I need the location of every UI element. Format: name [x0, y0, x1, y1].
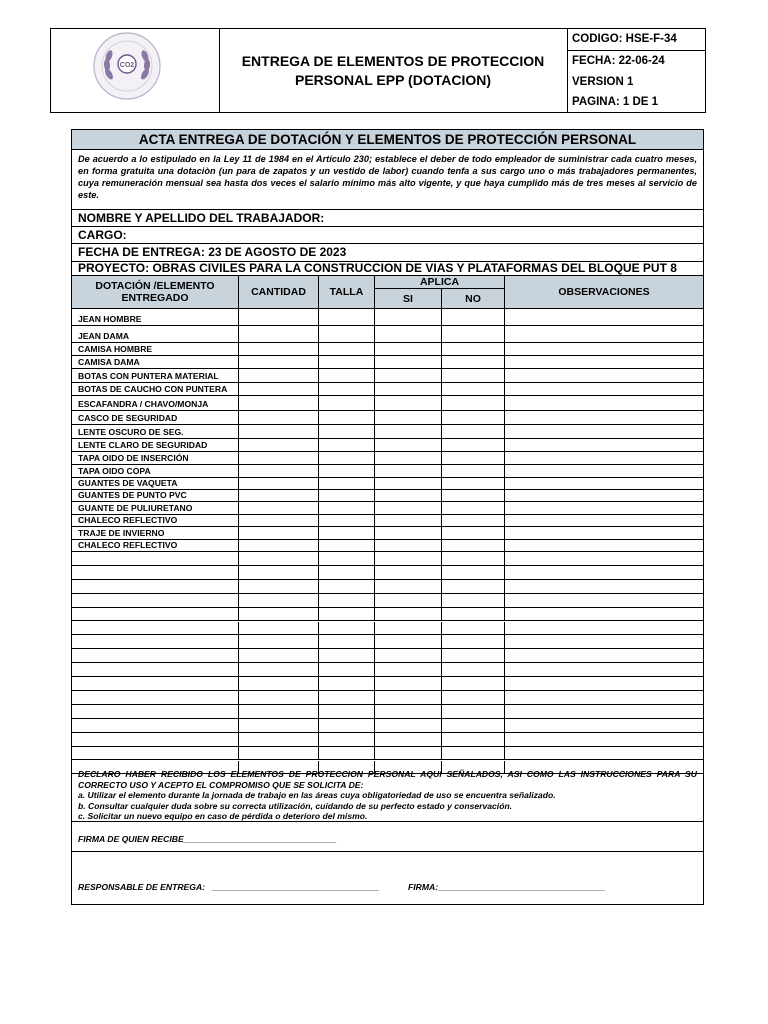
cell-yes[interactable] [375, 566, 442, 579]
acta-title: ACTA ENTREGA DE DOTACIÓN Y ELEMENTOS DE PROTECCIÓN PERSONAL [72, 130, 703, 150]
cell-size[interactable] [319, 356, 375, 368]
header-size: TALLA [319, 276, 375, 309]
item-label: CAMISA HOMBRE [78, 344, 153, 354]
cell-no[interactable] [442, 343, 505, 355]
item-label: CHALECO REFLECTIVO [78, 515, 178, 525]
cell-yes[interactable] [375, 411, 442, 424]
item-label: GUANTE DE PULIURETANO [78, 503, 193, 513]
cell-item [72, 527, 239, 539]
table-row [72, 515, 703, 527]
cell-observations[interactable] [505, 502, 703, 514]
cell-no[interactable] [442, 608, 505, 621]
cell-size[interactable] [319, 411, 375, 424]
cell-observations[interactable] [505, 635, 703, 648]
law-paragraph: De acuerdo a lo estipulado en la Ley 11 de 1984 en el Artículo 230; establece el deber de todo empleador de suministrar cada cuatro meses, en forma gratuita una dotaciòn (un para de zapatos y un vestido de labor) cuando tenfa a sus cargo uno o más trabajadores permanentes, cuya remuneración mensual sea hasta dos veces el salario mínimo más alto vigente, y que haya cumplido más de tres meses al servicio de este. [72, 150, 703, 210]
table-row [72, 309, 703, 326]
cell-item [72, 356, 239, 368]
table-row [72, 608, 703, 622]
item-label: GUANTES DE VAQUETA [78, 478, 178, 488]
cell-quantity[interactable] [239, 527, 319, 539]
cell-observations[interactable] [505, 326, 703, 342]
declaration-item-b: b. Consultar cualquier duda sobre su correcta utilización, cuidando de su perfecto estado y conservación. [78, 800, 513, 811]
table-row [72, 635, 703, 649]
table-row [72, 663, 703, 677]
cell-yes[interactable] [375, 552, 442, 565]
cell-observations[interactable] [505, 733, 703, 746]
cell-observations[interactable] [505, 540, 703, 551]
cell-size[interactable] [319, 622, 375, 635]
cell-yes[interactable] [375, 705, 442, 718]
declaration-item-a: a. Utilizar el elemento durante la jornada de trabajo en las áreas cuya obligatoriedad de uso se encuentra señalizado. [78, 790, 556, 800]
cell-quantity[interactable] [239, 502, 319, 514]
cell-yes[interactable] [375, 580, 442, 593]
cell-no[interactable] [442, 411, 505, 424]
cell-item [72, 439, 239, 451]
table-row [72, 719, 703, 733]
document-code: CODIGO: HSE-F-34 [567, 29, 705, 51]
cell-no[interactable] [442, 580, 505, 593]
cell-item [72, 677, 239, 690]
cell-item [72, 411, 239, 424]
cell-quantity[interactable] [239, 439, 319, 451]
cell-quantity[interactable] [239, 343, 319, 355]
cell-no[interactable] [442, 691, 505, 704]
cell-yes[interactable] [375, 478, 442, 489]
cell-quantity[interactable] [239, 580, 319, 593]
cell-observations[interactable] [505, 594, 703, 607]
table-row [72, 580, 703, 594]
cell-no[interactable] [442, 490, 505, 501]
cell-no[interactable] [442, 677, 505, 690]
cell-item [72, 396, 239, 410]
cell-quantity[interactable] [239, 540, 319, 551]
cell-item [72, 425, 239, 438]
cell-size[interactable] [319, 439, 375, 451]
cell-no[interactable] [442, 540, 505, 551]
cell-quantity[interactable] [239, 691, 319, 704]
cell-observations[interactable] [505, 343, 703, 355]
cell-size[interactable] [319, 383, 375, 395]
table-row [72, 343, 703, 356]
item-label: CAMISA DAMA [78, 357, 140, 367]
header-item: DOTACIÓN /ELEMENTO ENTREGADO [72, 276, 239, 309]
cell-quantity[interactable] [239, 515, 319, 526]
cell-yes[interactable] [375, 691, 442, 704]
cell-yes[interactable] [375, 677, 442, 690]
cell-size[interactable] [319, 502, 375, 514]
cell-size[interactable] [319, 691, 375, 704]
cell-observations[interactable] [505, 566, 703, 579]
cell-size[interactable] [319, 540, 375, 551]
table-row [72, 566, 703, 580]
cell-observations[interactable] [505, 663, 703, 676]
cell-item [72, 552, 239, 565]
cell-observations[interactable] [505, 478, 703, 489]
cell-no[interactable] [442, 326, 505, 342]
table-row [72, 527, 703, 540]
cell-size[interactable] [319, 309, 375, 325]
cell-size[interactable] [319, 635, 375, 648]
table-row [72, 594, 703, 608]
cell-item [72, 326, 239, 342]
cell-yes[interactable] [375, 608, 442, 621]
cell-quantity[interactable] [239, 411, 319, 424]
cell-no[interactable] [442, 552, 505, 565]
cell-item [72, 747, 239, 760]
declaration [72, 768, 703, 822]
cell-observations[interactable] [505, 747, 703, 760]
cell-observations[interactable] [505, 608, 703, 621]
cell-yes[interactable] [375, 622, 442, 635]
document-page: PAGINA: 1 DE 1 [572, 96, 659, 109]
document-title [219, 29, 568, 112]
item-label: CHALECO REFLECTIVO [78, 540, 178, 550]
table-row [72, 677, 703, 691]
table-row [72, 733, 703, 747]
cell-observations[interactable] [505, 649, 703, 662]
cell-observations[interactable] [505, 396, 703, 410]
cell-observations[interactable] [505, 515, 703, 526]
cell-size[interactable] [319, 452, 375, 464]
item-label: TAPA OIDO DE INSERCIÓN [78, 453, 189, 463]
cell-yes[interactable] [375, 309, 442, 325]
cell-quantity[interactable] [239, 608, 319, 621]
cell-item [72, 594, 239, 607]
cell-item [72, 705, 239, 718]
position-field[interactable]: CARGO: [72, 227, 703, 244]
header-quantity: CANTIDAD [239, 276, 319, 309]
delivery-date-field[interactable]: FECHA DE ENTREGA: 23 DE AGOSTO DE 2023 [72, 244, 703, 262]
cell-quantity[interactable] [239, 677, 319, 690]
document-meta [567, 29, 705, 112]
item-label: JEAN DAMA [78, 331, 130, 341]
document-header [50, 28, 706, 113]
cell-quantity[interactable] [239, 566, 319, 579]
item-label: LENTE CLARO DE SEGURIDAD [78, 440, 208, 450]
cell-observations[interactable] [505, 439, 703, 451]
declaration-item-c: c. Solicitar un nuevo equipo en caso de pérdida o deterioro del mismo. [78, 811, 368, 821]
cell-yes[interactable] [375, 663, 442, 676]
cell-quantity[interactable] [239, 719, 319, 732]
cell-item [72, 515, 239, 526]
table-row [72, 425, 703, 439]
cell-quantity[interactable] [239, 425, 319, 438]
cell-no[interactable] [442, 622, 505, 635]
cell-quantity[interactable] [239, 594, 319, 607]
cell-item [72, 663, 239, 676]
cell-yes[interactable] [375, 502, 442, 514]
item-label: GUANTES DE PUNTO PVC [78, 490, 187, 500]
logo-text: CO2 [119, 62, 135, 69]
worker-name-field[interactable]: NOMBRE Y APELLIDO DEL TRABAJADOR: [72, 210, 703, 227]
document-date: FECHA: 22-06-24 [572, 54, 665, 67]
cell-no[interactable] [442, 383, 505, 395]
table-row [72, 622, 703, 636]
declaration-intro: DECLARO HABER RECIBIDO LOS ELEMENTOS DE PROTECCION PERSONAL AQUI SEÑALADOS, ASI COMO LAS INSTRUCCIONES PARA SU CORRECTO USO Y ACEPTO EL COMPROMISO QUE SE SOLICITA DE: [78, 769, 697, 790]
header-observations: OBSERVACIONES [505, 276, 703, 309]
cell-observations[interactable] [505, 622, 703, 635]
cell-item [72, 490, 239, 501]
cell-quantity[interactable] [239, 396, 319, 410]
table-row [72, 326, 703, 343]
cell-observations[interactable] [505, 369, 703, 382]
table-row [72, 452, 703, 465]
title-line-1: ENTREGA DE ELEMENTOS DE PROTECCION [241, 52, 545, 69]
cell-observations[interactable] [505, 677, 703, 690]
cell-yes[interactable] [375, 439, 442, 451]
item-label: ESCAFANDRA / CHAVO/MONJA [78, 399, 209, 409]
cell-size[interactable] [319, 425, 375, 438]
item-label: BOTAS DE CAUCHO CON PUNTERA [78, 384, 228, 394]
title-line-2: PERSONAL EPP (DOTACION) [294, 71, 492, 88]
receiver-signature-line[interactable]: FIRMA DE QUIEN RECIBE________________________________ [78, 834, 337, 844]
cell-size[interactable] [319, 527, 375, 539]
item-label: JEAN HOMBRE [78, 314, 142, 324]
cell-no[interactable] [442, 705, 505, 718]
cell-yes[interactable] [375, 490, 442, 501]
cell-quantity[interactable] [239, 369, 319, 382]
cell-item [72, 635, 239, 648]
cell-item [72, 580, 239, 593]
cell-yes[interactable] [375, 326, 442, 342]
cell-no[interactable] [442, 747, 505, 760]
cell-size[interactable] [319, 552, 375, 565]
cell-no[interactable] [442, 396, 505, 410]
cell-no[interactable] [442, 465, 505, 477]
cell-yes[interactable] [375, 425, 442, 438]
table-row [72, 356, 703, 369]
cell-observations[interactable] [505, 691, 703, 704]
cell-item [72, 383, 239, 395]
receiver-signature-row [72, 822, 703, 852]
cell-no[interactable] [442, 369, 505, 382]
document-version: VERSION 1 [572, 75, 634, 88]
cell-size[interactable] [319, 566, 375, 579]
cell-yes[interactable] [375, 747, 442, 760]
cell-size[interactable] [319, 608, 375, 621]
cell-no[interactable] [442, 719, 505, 732]
table-row [72, 705, 703, 719]
cell-quantity[interactable] [239, 733, 319, 746]
cell-item [72, 719, 239, 732]
company-logo [92, 30, 162, 102]
cell-no[interactable] [442, 452, 505, 464]
table-row [72, 540, 703, 552]
cell-item [72, 369, 239, 382]
cell-size[interactable] [319, 580, 375, 593]
table-row [72, 691, 703, 705]
cell-yes[interactable] [375, 343, 442, 355]
cell-yes[interactable] [375, 733, 442, 746]
table-row [72, 502, 703, 515]
cell-no[interactable] [442, 356, 505, 368]
project-field: PROYECTO: OBRAS CIVILES PARA LA CONSTRUCCION DE VIAS Y PLATAFORMAS DEL BLOQUE PUT 8 [72, 262, 703, 276]
cell-size[interactable] [319, 663, 375, 676]
cell-no[interactable] [442, 635, 505, 648]
logo-cell [51, 29, 220, 112]
cell-size[interactable] [319, 396, 375, 410]
cell-no[interactable] [442, 733, 505, 746]
cell-item [72, 452, 239, 464]
cell-no[interactable] [442, 566, 505, 579]
cell-observations[interactable] [505, 452, 703, 464]
table-row [72, 465, 703, 478]
cell-quantity[interactable] [239, 326, 319, 342]
cell-yes[interactable] [375, 515, 442, 526]
cell-yes[interactable] [375, 527, 442, 539]
item-label: LENTE OSCURO DE SEG. [78, 427, 184, 437]
table-row [72, 478, 703, 490]
cell-no[interactable] [442, 527, 505, 539]
cell-size[interactable] [319, 478, 375, 489]
table-row [72, 369, 703, 383]
responsible-signature-row [72, 852, 703, 904]
header-yes: SI [375, 289, 442, 309]
header-applies: APLICA [375, 276, 505, 289]
header-no: NO [442, 289, 505, 309]
cell-item [72, 478, 239, 489]
table-row [72, 747, 703, 761]
cell-observations[interactable] [505, 425, 703, 438]
cell-size[interactable] [319, 747, 375, 760]
table-row [72, 383, 703, 396]
cell-observations[interactable] [505, 383, 703, 395]
cell-no[interactable] [442, 502, 505, 514]
cell-item [72, 691, 239, 704]
cell-item [72, 566, 239, 579]
cell-quantity[interactable] [239, 747, 319, 760]
cell-observations[interactable] [505, 719, 703, 732]
cell-observations[interactable] [505, 411, 703, 424]
cell-observations[interactable] [505, 552, 703, 565]
cell-yes[interactable] [375, 396, 442, 410]
cell-observations[interactable] [505, 309, 703, 325]
cell-observations[interactable] [505, 580, 703, 593]
cell-size[interactable] [319, 515, 375, 526]
cell-observations[interactable] [505, 705, 703, 718]
cell-yes[interactable] [375, 356, 442, 368]
cell-observations[interactable] [505, 465, 703, 477]
table-row [72, 396, 703, 411]
cell-size[interactable] [319, 343, 375, 355]
cell-yes[interactable] [375, 540, 442, 551]
cell-quantity[interactable] [239, 452, 319, 464]
cell-quantity[interactable] [239, 309, 319, 325]
cell-observations[interactable] [505, 527, 703, 539]
cell-no[interactable] [442, 478, 505, 489]
cell-yes[interactable] [375, 594, 442, 607]
delivery-form [71, 129, 704, 905]
cell-size[interactable] [319, 490, 375, 501]
cell-item [72, 540, 239, 551]
cell-no[interactable] [442, 439, 505, 451]
cell-size[interactable] [319, 705, 375, 718]
cell-size[interactable] [319, 677, 375, 690]
cell-quantity[interactable] [239, 635, 319, 648]
table-row [72, 649, 703, 663]
cell-quantity[interactable] [239, 465, 319, 477]
cell-no[interactable] [442, 663, 505, 676]
table-row [72, 411, 703, 425]
cell-yes[interactable] [375, 369, 442, 382]
cell-item [72, 608, 239, 621]
cell-item [72, 502, 239, 514]
item-label: TRAJE DE INVIERNO [78, 528, 165, 538]
cell-item [72, 649, 239, 662]
cell-quantity[interactable] [239, 490, 319, 501]
item-label: BOTAS CON PUNTERA MATERIAL [78, 371, 219, 381]
table-row [72, 490, 703, 502]
cell-size[interactable] [319, 733, 375, 746]
cell-size[interactable] [319, 649, 375, 662]
cell-quantity[interactable] [239, 663, 319, 676]
cell-quantity[interactable] [239, 383, 319, 395]
cell-size[interactable] [319, 719, 375, 732]
cell-no[interactable] [442, 309, 505, 325]
cell-no[interactable] [442, 515, 505, 526]
cell-no[interactable] [442, 649, 505, 662]
cell-size[interactable] [319, 594, 375, 607]
cell-yes[interactable] [375, 383, 442, 395]
cell-yes[interactable] [375, 719, 442, 732]
cell-item [72, 343, 239, 355]
table-row [72, 439, 703, 452]
cell-size[interactable] [319, 326, 375, 342]
cell-size[interactable] [319, 465, 375, 477]
cell-quantity[interactable] [239, 622, 319, 635]
cell-yes[interactable] [375, 635, 442, 648]
cell-no[interactable] [442, 425, 505, 438]
cell-item [72, 733, 239, 746]
cell-yes[interactable] [375, 465, 442, 477]
table-row [72, 552, 703, 566]
cell-item [72, 309, 239, 325]
cell-quantity[interactable] [239, 705, 319, 718]
cell-observations[interactable] [505, 490, 703, 501]
item-label: TAPA OIDO COPA [78, 466, 151, 476]
cell-quantity[interactable] [239, 356, 319, 368]
cell-yes[interactable] [375, 649, 442, 662]
cell-no[interactable] [442, 594, 505, 607]
cell-size[interactable] [319, 369, 375, 382]
cell-item [72, 465, 239, 477]
cell-quantity[interactable] [239, 649, 319, 662]
delivery-signature-line[interactable]: FIRMA:___________________________________ [408, 882, 606, 892]
cell-item [72, 622, 239, 635]
cell-quantity[interactable] [239, 478, 319, 489]
cell-yes[interactable] [375, 452, 442, 464]
cell-quantity[interactable] [239, 552, 319, 565]
responsible-delivery-line[interactable]: RESPONSABLE DE ENTREGA: ___________________________________ [78, 882, 380, 892]
cell-observations[interactable] [505, 356, 703, 368]
item-label: CASCO DE SEGURIDAD [78, 413, 178, 423]
